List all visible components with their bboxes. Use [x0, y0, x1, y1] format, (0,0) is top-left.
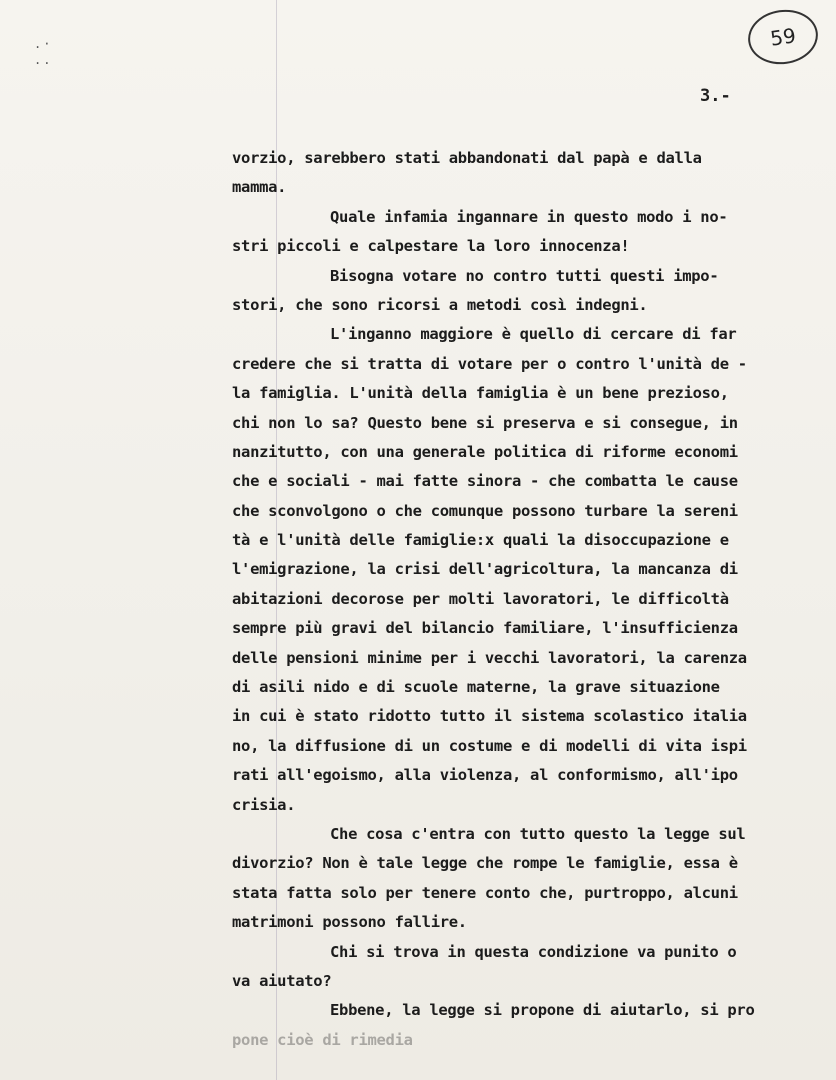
- text-line: vorzio, sarebbero stati abbandonati dal papà e dalla: [232, 149, 702, 167]
- text-line: l'emigrazione, la crisi dell'agricoltura, la mancanza di: [232, 560, 738, 579]
- text-line: stata fatta solo per tenere conto che, purtroppo, alcuni: [232, 883, 738, 902]
- page-number: 3.-: [700, 86, 731, 106]
- stamp-number: 59: [768, 23, 798, 51]
- typed-body-text: [232, 144, 802, 1055]
- text-line: mamma.: [232, 178, 287, 197]
- text-line: Bisogna votare no contro tutti questi impo-: [330, 266, 719, 285]
- text-line: credere che si tratta di votare per o contro l'unità de -: [232, 354, 747, 373]
- text-line: matrimoni possono fallire.: [232, 913, 467, 932]
- text-line: va aiutato?: [232, 971, 332, 990]
- text-line: rati all'egoismo, alla violenza, al conformismo, all'ipo: [232, 766, 738, 785]
- text-line: Che cosa c'entra con tutto questo la legge sul: [330, 824, 746, 843]
- text-line: stri piccoli e calpestare la loro innocenza!: [232, 237, 630, 256]
- text-line: stori, che sono ricorsi a metodi così indegni.: [232, 295, 648, 314]
- text-line: delle pensioni minime per i vecchi lavoratori, la carenza: [232, 648, 747, 667]
- text-line: che sconvolgono o che comunque possono turbare la sereni: [232, 501, 738, 520]
- text-line: crisia.: [232, 795, 296, 814]
- text-line: abitazioni decorose per molti lavoratori, le difficoltà: [232, 589, 729, 608]
- text-line: pone cioè di rimedia: [232, 1030, 413, 1049]
- text-line: nanzitutto, con una generale politica di riforme economi: [232, 442, 738, 461]
- text-line: Quale infamia ingannare in questo modo i no-: [330, 207, 728, 226]
- text-line: Ebbene, la legge si propone di aiutarlo, si pro: [330, 1001, 755, 1020]
- text-line: L'inganno maggiore è quello di cercare di far: [330, 325, 737, 344]
- text-line: no, la diffusione di un costume e di modelli di vita ispi: [232, 736, 747, 755]
- corner-marks: .· ..: [34, 37, 53, 67]
- text-line: Chi si trova in questa condizione va punito o: [330, 942, 737, 961]
- text-line: che e sociali - mai fatte sinora - che combatta le cause: [232, 472, 738, 491]
- text-line: la famiglia. L'unità della famiglia è un bene prezioso,: [232, 384, 729, 403]
- text-line: tà e l'unità delle famiglie:x quali la disoccupazione e: [232, 531, 729, 550]
- page-stamp: [745, 5, 822, 68]
- text-line: sempre più gravi del bilancio familiare, l'insufficienza: [232, 619, 738, 638]
- text-line: di asili nido e di scuole materne, la grave situazione: [232, 678, 720, 697]
- text-line: in cui è stato ridotto tutto il sistema scolastico italia: [232, 707, 747, 726]
- text-line: divorzio? Non è tale legge che rompe le famiglie, essa è: [232, 854, 738, 873]
- text-line: chi non lo sa? Questo bene si preserva e si consegue, in: [232, 413, 738, 432]
